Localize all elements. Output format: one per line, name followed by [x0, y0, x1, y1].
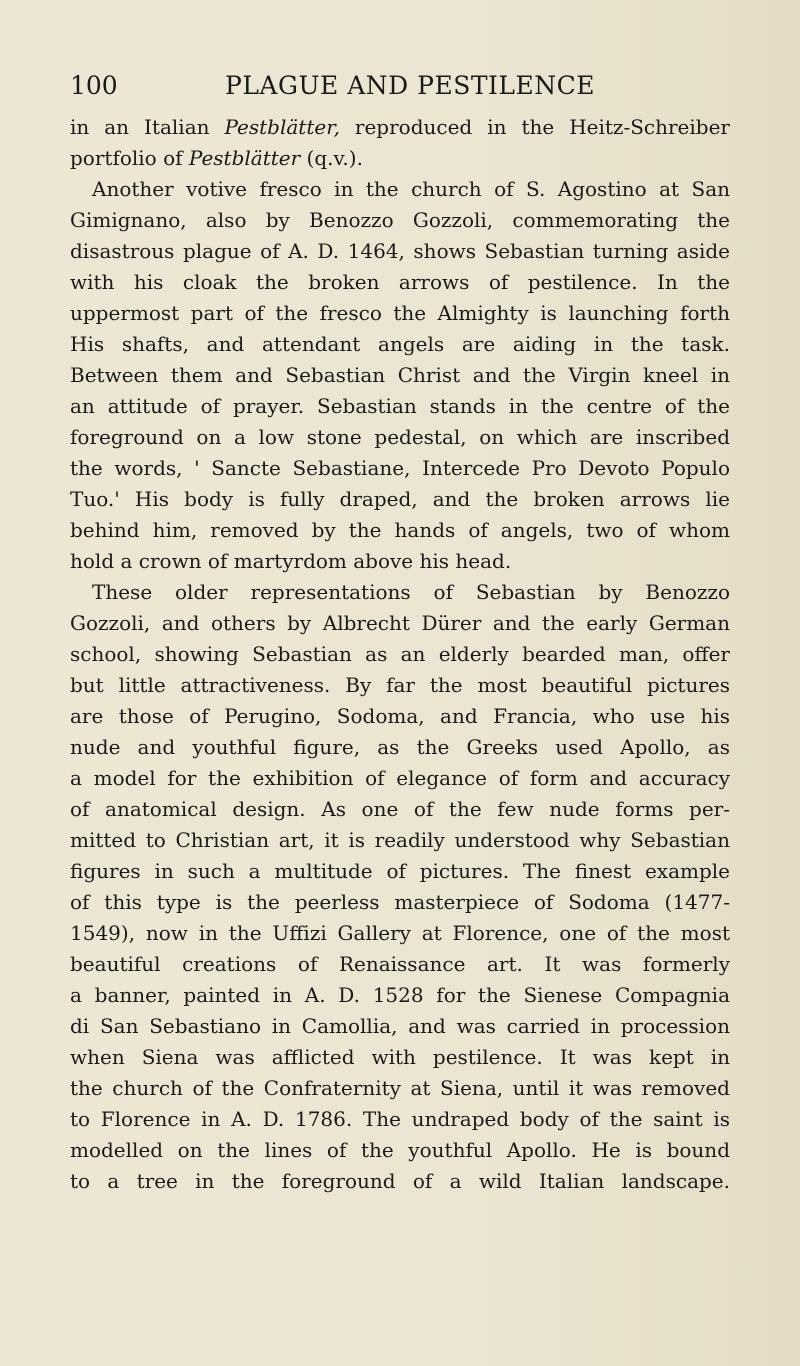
text-line [70, 422, 730, 453]
text-line [70, 825, 730, 856]
text-line [70, 1011, 730, 1042]
text-line [70, 360, 730, 391]
line-text: beautiful creations of Renaissance art. It was formerly [70, 952, 730, 976]
line-text: are those of Perugino, Sodoma, and Francia, who use his [70, 704, 730, 728]
line-text: but little attractiveness. By far the most beautiful pictures [70, 673, 730, 697]
text-line [70, 267, 730, 298]
text-line [70, 732, 730, 763]
text-line [70, 918, 730, 949]
text-line [70, 701, 730, 732]
text-line [70, 670, 730, 701]
text-line [70, 794, 730, 825]
text-line [70, 236, 730, 267]
line-text: a model for the exhibition of elegance of form and accuracy [70, 766, 730, 790]
page-header [70, 66, 730, 106]
line-text: a banner, painted in A. D. 1528 for the Sienese Compagnia [70, 983, 730, 1007]
line-text: with his cloak the broken arrows of pestilence. In the [70, 270, 730, 294]
line-text: behind him, removed by the hands of angels, two of whom [70, 518, 730, 542]
line-text: an attitude of prayer. Sebastian stands in the centre of the [70, 394, 730, 418]
italic-title: Pestblätter, [224, 115, 340, 139]
running-title: PLAGUE AND PESTILENCE [225, 71, 595, 100]
line-text: to Florence in A. D. 1786. The undraped body of the saint is [70, 1107, 730, 1131]
text-line [70, 1042, 730, 1073]
text-line [70, 639, 730, 670]
text-line [70, 174, 730, 205]
text-line [70, 1135, 730, 1166]
line-text: 1549), now in the Uffizi Gallery at Florence, one of the most [70, 921, 730, 945]
line-text: disastrous plague of A. D. 1464, shows Sebastian turning aside [70, 239, 730, 263]
line-text: hold a crown of martyrdom above his head. [70, 549, 512, 573]
text-line [70, 608, 730, 639]
line-text: Tuo.' His body is fully draped, and the broken arrows lie [70, 487, 730, 511]
line-text: mitted to Christian art, it is readily understood why Sebastian [70, 828, 730, 852]
text-line [70, 1073, 730, 1104]
line-text: nude and youthful figure, as the Greeks used Apollo, as [70, 735, 730, 759]
line-text: of anatomical design. As one of the few nude forms per- [70, 797, 730, 821]
text-line [70, 887, 730, 918]
line-text: modelled on the lines of the youthful Apollo. He is bound [70, 1138, 730, 1162]
italic-title: Pestblätter [188, 146, 301, 170]
line-text: foreground on a low stone pedestal, on which are inscribed [70, 425, 730, 449]
line-text: the church of the Confraternity at Siena, until it was removed [70, 1076, 730, 1100]
text-line [70, 112, 730, 143]
text-line [70, 143, 730, 174]
line-text: of this type is the peerless masterpiece of Sodoma (1477- [70, 890, 730, 914]
line-text: Gimignano, also by Benozzo Gozzoli, commemorating the [70, 208, 730, 232]
line-text: Between them and Sebastian Christ and the Virgin kneel in [70, 363, 730, 387]
line-text: figures in such a multitude of pictures. The finest example [70, 859, 730, 883]
line-text: Gozzoli, and others by Albrecht Dürer and the early German [70, 611, 730, 635]
text-line [70, 484, 730, 515]
text-line [70, 577, 730, 608]
text-line [70, 1104, 730, 1135]
line-text: school, showing Sebastian as an elderly bearded man, offer [70, 642, 730, 666]
text-line [70, 205, 730, 236]
line-text-rest: (q.v.). [300, 146, 363, 170]
line-text: Another votive fresco in the church of S. Agostino at San [92, 177, 730, 201]
body-text [70, 112, 730, 1197]
text-line [70, 546, 730, 577]
line-text: the words, ' Sancte Sebastiane, Intercede Pro Devoto Populo [70, 456, 730, 480]
text-line [70, 1166, 730, 1197]
line-text: His shafts, and attendant angels are aiding in the task. [70, 332, 730, 356]
line-text: uppermost part of the fresco the Almighty is launching forth [70, 301, 730, 325]
line-text: to a tree in the foreground of a wild Italian landscape. [70, 1169, 730, 1193]
line-text: These older representations of Sebastian by Benozzo [92, 580, 730, 604]
text-line [70, 329, 730, 360]
text-line [70, 980, 730, 1011]
line-text: in an Italian [70, 115, 225, 139]
text-line [70, 298, 730, 329]
line-text: di San Sebastiano in Camollia, and was carried in procession [70, 1014, 730, 1038]
text-line [70, 391, 730, 422]
page-number: 100 [70, 71, 118, 100]
text-line [70, 515, 730, 546]
text-line [70, 856, 730, 887]
text-line [70, 453, 730, 484]
line-text: when Siena was afflicted with pestilence. It was kept in [70, 1045, 730, 1069]
line-text: portfolio of [70, 146, 189, 170]
text-line [70, 763, 730, 794]
text-line [70, 949, 730, 980]
line-text-rest: reproduced in the Heitz-Schreiber [339, 115, 730, 139]
